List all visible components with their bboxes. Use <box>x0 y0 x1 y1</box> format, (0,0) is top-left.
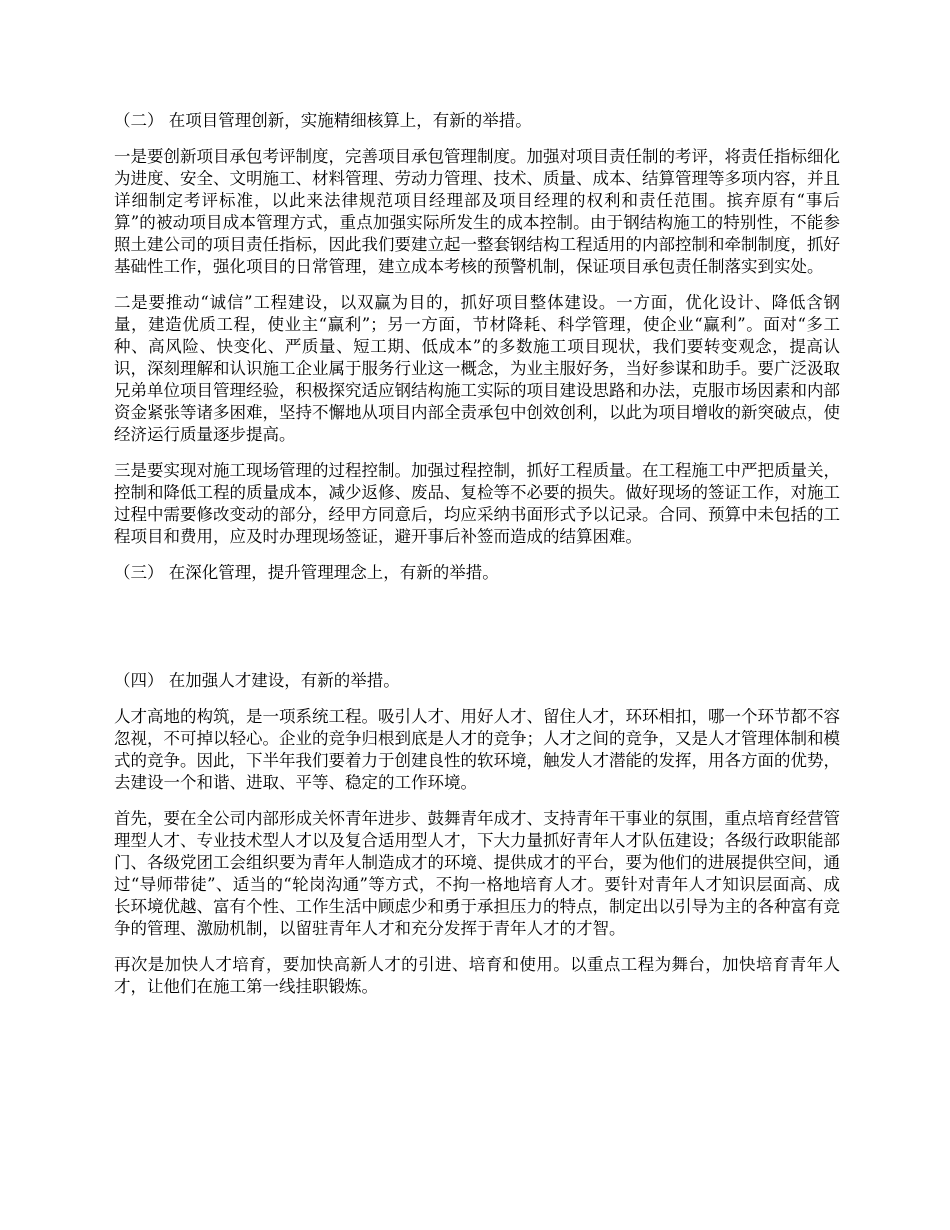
section-heading-3: （三） 在深化管理，提升管理理念上，有新的举措。 <box>114 563 499 582</box>
section-heading-2: （二） 在项目管理创新，实施精细核算上，有新的举措。 <box>114 111 532 130</box>
paragraph-youth-talent: 首先，要在全公司内部形成关怀青年进步、鼓舞青年成才、支持青年干事业的氛围，重点培育经营管理型人才、专业技术型人才以及复合适用型人才，下大力量抓好青年人才队伍建设；各级行政职能部门、各级党团工会组织要为青年人制造成才的环境、提供成才的平台，要为他们的进展提供空间，通过“导师带徒”、适当的“轮岗沟通”等方式，不拘一格地培育人才。要针对青年人才知识层面高、成长环境优越、富有个性、工作生活中顾虑少和勇于承担压力的特点，制定出以引导为主的各种富有竞争的管理、激励机制，以留驻青年人才和充分发挥于青年人才的才智。 <box>114 809 840 938</box>
paragraph-project-contract: 一是要创新项目承包考评制度，完善项目承包管理制度。加强对项目责任制的考评，将责任指标细化为进度、安全、文明施工、材料管理、劳动力管理、技术、质量、成本、结算管理等多项内容，并且详细制定考评标准，以此来法律规范项目经理部及项目经理的权利和责任范围。摈弃原有“事后算”的被动项目成本管理方式，重点加强实际所发生的成本控制。由于钢结构施工的特别性，不能参照土建公司的项目责任指标，因此我们要建立起一整套钢结构工程适用的内部控制和牵制制度，抓好基础性工作，强化项目的日常管理，建立成本考核的预警机制，保证项目承包责任制落实到实处。 <box>114 147 840 276</box>
document-page <box>114 110 840 1012</box>
paragraph-talent-highland: 人才高地的构筑，是一项系统工程。吸引人才、用好人才、留住人才，环环相扣，哪一个环节都不容忽视，不可掉以轻心。企业的竞争归根到底是人才的竞争；人才之间的竞争，又是人才管理体制和模式的竞争。因此，下半年我们要着力于创建良性的软环境，触发人才潜能的发挥，用各方面的优势，去建设一个和谐、进取、平等、稳定的工作环境。 <box>114 707 840 792</box>
section-heading-4: （四） 在加强人才建设，有新的举措。 <box>114 671 400 690</box>
paragraph-integrity-project: 二是要推动“诚信”工程建设，以双赢为目的，抓好项目整体建设。一方面，优化设计、降低含钢量，建造优质工程，使业主“赢利”；另一方面，节材降耗、科学管理，使企业“赢利”。面对“多工种、高风险、快变化、严质量、短工期、低成本”的多数施工项目现状，我们要转变观念，提高认识，深刻理解和认识施工企业属于服务行业这一概念，为业主服好务，当好参谋和助手。要广泛汲取兄弟单位项目管理经验，积极探究适应钢结构施工实际的项目建设思路和办法，克服市场因素和内部资金紧张等诸多困难，坚持不懈地从项目内部全责承包中创效创利，以此为项目增收的新突破点，使经济运行质量逐步提高。 <box>114 293 840 444</box>
paragraph-talent-training: 再次是加快人才培育，要加快高新人才的引进、培育和使用。以重点工程为舞台，加快培育青年人才，让他们在施工第一线挂职锻炼。 <box>114 955 840 996</box>
blank-gap <box>114 598 840 670</box>
paragraph-site-control: 三是要实现对施工现场管理的过程控制。加强过程控制，抓好工程质量。在工程施工中严把质量关，控制和降低工程的质量成本，减少返修、废品、复检等不必要的损失。做好现场的签证工作，对施工过程中需要修改变动的部分，经甲方同意后，均应采纳书面形式予以记录。合同、预算中未包括的工程项目和费用，应及时办理现场签证，避开事后补签而造成的结算困难。 <box>114 461 840 546</box>
